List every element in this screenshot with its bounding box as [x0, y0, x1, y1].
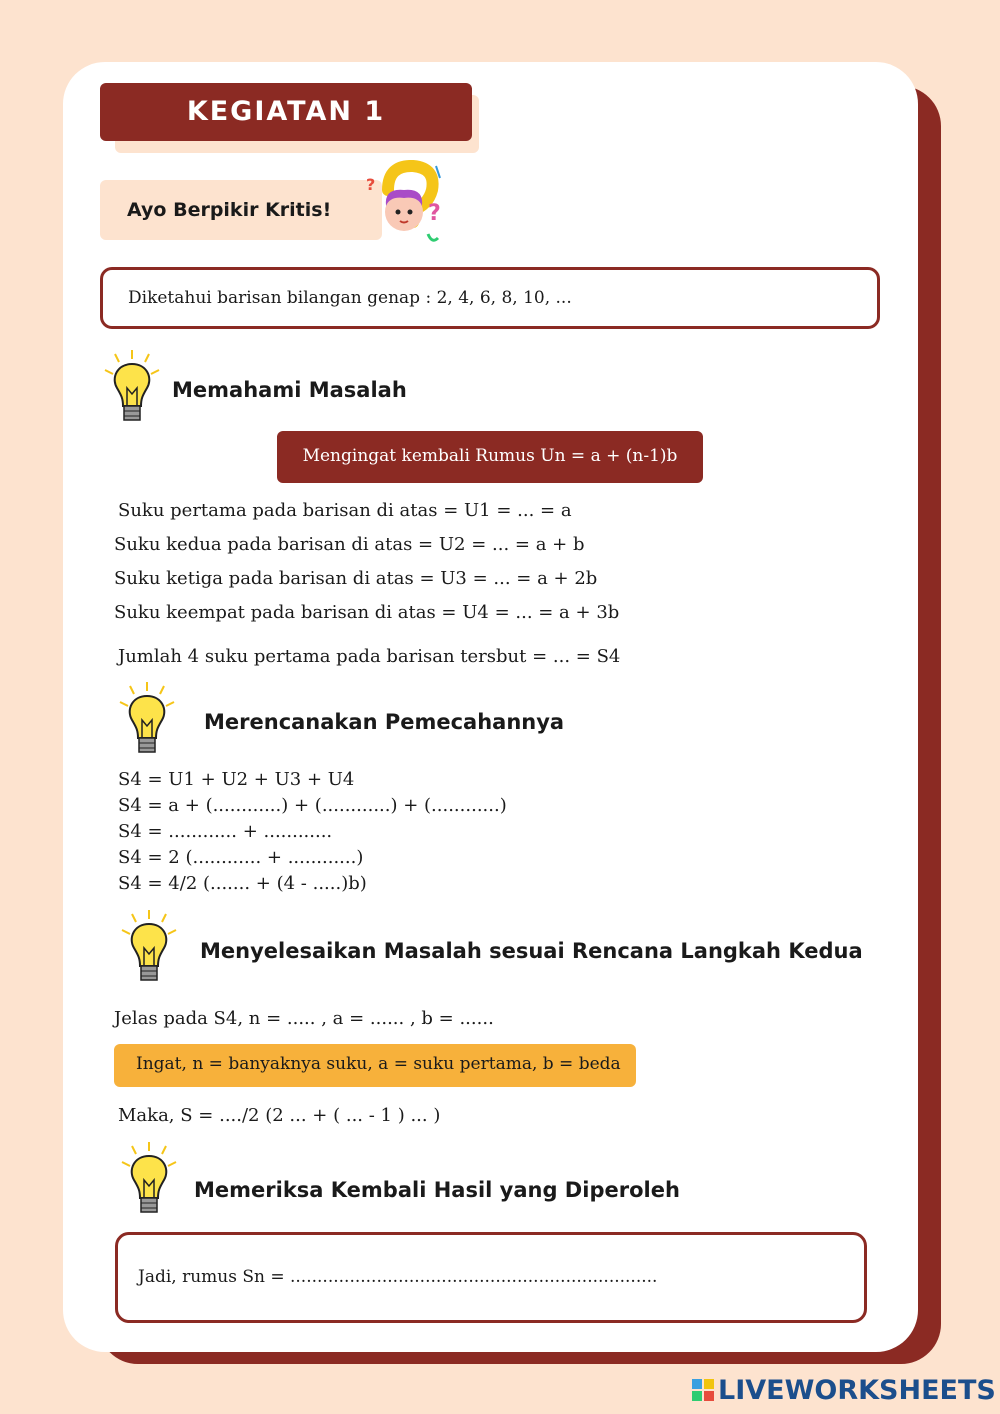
section-heading-check: Memeriksa Kembali Hasil yang Diperoleh: [194, 1178, 680, 1202]
lightbulb-icon: [114, 908, 184, 988]
term-line: Suku keempat pada barisan di atas = U4 = ... = a + 3b: [114, 602, 620, 623]
plan-line: S4 = a + (............) + (............) + (............): [118, 795, 507, 816]
lightbulb-icon: [97, 348, 167, 428]
formula-recall-box: Mengingat kembali Rumus Un = a + (n-1)b: [277, 431, 703, 483]
plan-line: S4 = ............ + ............: [118, 821, 333, 842]
lightbulb-icon: [112, 680, 182, 760]
svg-text:?: ?: [366, 175, 376, 194]
given-sequence-box: Diketahui barisan bilangan genap : 2, 4, 6, 8, 10, ...: [100, 267, 880, 329]
activity-subtitle: Ayo Berpikir Kritis!: [100, 180, 382, 240]
reminder-box: Ingat, n = banyaknya suku, a = suku pertama, b = beda: [114, 1044, 636, 1087]
worksheet-card: [63, 62, 918, 1352]
section-heading-understand: Memahami Masalah: [172, 378, 407, 402]
plan-line: S4 = 2 (............ + ............): [118, 847, 364, 868]
brand-name: LIVEWORKSHEETS: [718, 1374, 996, 1406]
plan-line: S4 = U1 + U2 + U3 + U4: [118, 769, 355, 790]
svg-text:?: ?: [428, 201, 441, 226]
solve-line: Maka, S = ..../2 (2 ... + ( ... - 1 ) ... ): [118, 1105, 441, 1126]
sum-line: Jumlah 4 suku pertama pada barisan tersbut = ... = S4: [118, 646, 621, 667]
section-heading-solve: Menyelesaikan Masalah sesuai Rencana Langkah Kedua: [200, 939, 863, 963]
term-line: Suku pertama pada barisan di atas = U1 = ... = a: [118, 500, 572, 521]
activity-title: KEGIATAN 1: [100, 83, 472, 141]
liveworksheets-logo-icon: [692, 1379, 714, 1401]
lightbulb-icon: [114, 1140, 184, 1220]
liveworksheets-brand[interactable]: [692, 1374, 996, 1406]
term-line: Suku kedua pada barisan di atas = U2 = ... = a + b: [114, 534, 585, 555]
answer-box[interactable]: Jadi, rumus Sn = ....................................................................: [115, 1232, 867, 1323]
thinking-kid-icon: [358, 160, 450, 246]
plan-line: S4 = 4/2 (....... + (4 - .....)b): [118, 873, 367, 894]
term-line: Suku ketiga pada barisan di atas = U3 = ... = a + 2b: [114, 568, 598, 589]
solve-line: Jelas pada S4, n = ..... , a = ...... , b = ......: [114, 1008, 494, 1029]
section-heading-plan: Merencanakan Pemecahannya: [204, 710, 565, 734]
